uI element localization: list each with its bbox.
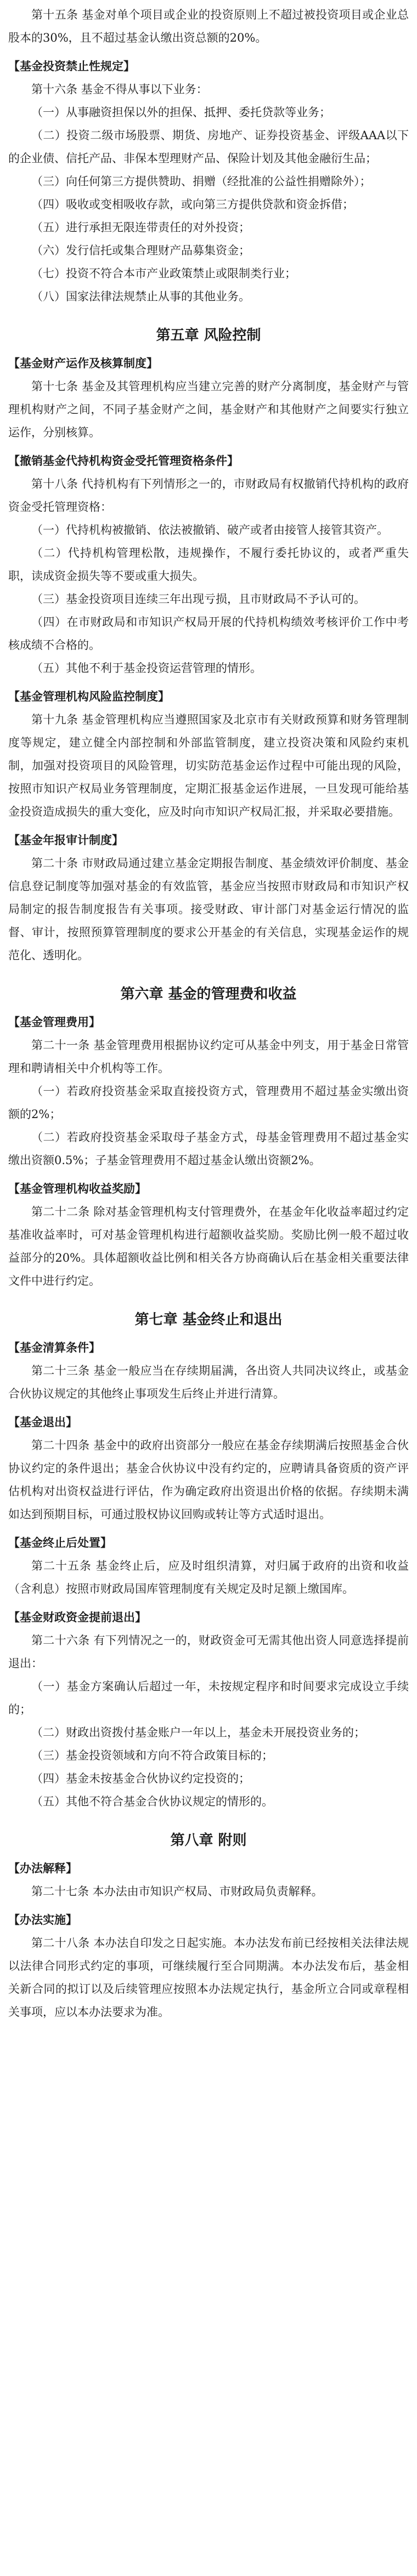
paragraph: （二）若政府投资基金采取母子基金方式，母基金管理费用不超过基金实缴出资额0.5%；子基金管理费用不超过基金认缴出资额2%。	[8, 1131, 409, 1167]
section-heading: 【基金清算条件】	[8, 1341, 100, 1354]
paragraph: 第十六条 基金不得从事以下业务：	[31, 83, 208, 96]
paragraph: 第二十六条 有下列情况之一的，财政资金可无需其他出资人同意选择提前退出：	[8, 1634, 409, 1670]
section-heading: 【基金投资禁止性规定】	[8, 60, 135, 73]
section-heading: 【基金财政资金提前退出】	[8, 1611, 146, 1624]
section-heading: 【办法解释】	[8, 1862, 77, 1875]
paragraph: 第二十三条 基金一般应当在存续期届满，各出资人共同决议终止，或基金合伙协议规定的其他终止事项发生后终止并进行清算。	[8, 1364, 409, 1400]
paragraph: 第十九条 基金管理机构应当遵照国家及北京市有关财政预算和财务管理制度等规定，建立健全内部控制和外部监管制度，建立投资决策和风险约束机制，加强对投资项目的风险管理，切实防范基金运作过程中可能出现的风险，按照市知识产权局业务管理制度，定期汇报基金运作进展，一旦发现可能给基金投资造成损失的重大变化，应及时向市知识产权局汇报，并采取必要措施。	[8, 713, 409, 818]
paragraph: 第二十条 市财政局通过建立基金定期报告制度、基金绩效评价制度、基金信息登记制度等加强对基金的有效监管，基金应当按照市财政局和市知识产权局制定的报告制度报告有关事项。接受财政、审计部门对基金运行情况的监督、审计，按照预算管理制度的要求公开基金的有关信息，实现基金运作的规范化、透明化。	[8, 857, 409, 962]
paragraph: （一）基金方案确认后超过一年，未按规定程序和时间要求完成设立手续的；	[8, 1680, 409, 1716]
paragraph: （一）代持机构被撤销、依法被撤销、破产或者由接管人接管其资产。	[31, 523, 388, 537]
paragraph: （一）从事融资担保以外的担保、抵押、委托贷款等业务；	[31, 106, 331, 119]
section-heading: 【基金管理机构收益奖励】	[8, 1182, 146, 1195]
paragraph: 第二十八条 本办法自印发之日起实施。本办法发布前已经按相关法律法规以法律合同形式约定的事项，可继续履行至合同期满。本办法发布后，基金相关新合同的拟订以及后续管理应按照本办法规定执行，基金所立合同或章程相关事项，应以本办法要求为准。	[8, 1936, 409, 2019]
section-heading: 【基金终止后处置】	[8, 1536, 112, 1549]
paragraph: （二）投资二级市场股票、期货、房地产、证券投资基金、评级AAA以下的企业债、信托产品、非保本型理财产品、保险计划及其他金融衍生品；	[8, 129, 409, 165]
paragraph: （三）基金投资项目连续三年出现亏损，且市财政局不予认可的。	[31, 592, 365, 606]
section-heading: 【撤销基金代持机构资金受托管理资格条件】	[8, 454, 239, 468]
paragraph: （四）基金未按基金合伙协议约定投资的；	[31, 1772, 250, 1785]
section-heading: 【基金年报审计制度】	[8, 834, 123, 847]
section-heading: 【基金退出】	[8, 1416, 77, 1429]
chapter-heading: 第七章 基金终止和退出	[134, 1312, 283, 1328]
section-heading: 【基金管理费用】	[8, 1016, 100, 1029]
paragraph: （三）基金投资领域和方向不符合政策目标的；	[31, 1749, 273, 1762]
section-heading: 【基金管理机构风险监控制度】	[8, 690, 170, 703]
section-heading: 【办法实施】	[8, 1913, 77, 1927]
paragraph: 第二十一条 基金管理费用根据协议约定可从基金中列支，用于基金日常管理和聘请相关中介机构等工作。	[8, 1039, 409, 1075]
paragraph: （五）其他不符合基金合伙协议规定的情形的。	[31, 1795, 273, 1808]
paragraph: 第二十五条 基金终止后，应及时组织清算，对归属于政府的出资和收益（含利息）按照市财政局国库管理制度有关规定及时足额上缴国库。	[8, 1559, 409, 1595]
paragraph: （四）吸收或变相吸收存款，或向第三方提供贷款和资金拆借；	[31, 198, 354, 211]
paragraph: 第二十七条 本办法由市知识产权局、市财政局负责解释。	[31, 1885, 323, 1898]
paragraph: （六）发行信托或集合理财产品募集资金；	[31, 244, 250, 257]
paragraph: （二）代持机构管理松散，违规操作，不履行委托协议的，或者严重失职，读成资金损失等不要或重大损失。	[8, 546, 409, 583]
section-heading: 【基金财产运作及核算制度】	[8, 357, 158, 370]
chapter-heading: 第六章 基金的管理费和收益	[120, 986, 297, 1002]
paragraph: 第十七条 基金及其管理机构应当建立完善的财产分离制度，基金财产与管理机构财产之间，不同子基金财产之间，基金财产和其他财产之间要实行独立运作，分别核算。	[8, 380, 409, 439]
paragraph: 第十五条 基金对单个项目或企业的投资原则上不超过被投资项目或企业总股本的30%，且不超过基金认缴出资总额的20%。	[8, 8, 409, 44]
chapter-heading: 第八章 附则	[170, 1832, 247, 1849]
paragraph: （二）财政出资拨付基金账户一年以上，基金未开展投资业务的；	[31, 1726, 365, 1739]
paragraph: 第二十二条 除对基金管理机构支付管理费外，在基金年化收益率超过约定基准收益率时，可对基金管理机构进行超额收益奖励。奖励比例一般不超过收益部分的20%。具体超额收益比例和相关各方协商确认后在基金相关重要法律文件中进行约定。	[8, 1205, 409, 1287]
paragraph: 第二十四条 基金中的政府出资部分一般应在基金存续期满后按照基金合伙协议约定的条件退出；基金合伙协议中没有约定的，应聘请具备资质的资产评估机构对出资权益进行评估，作为确定政府出资退出价格的依据。存续期未满如达到预期目标，可通过股权协议回购或转让等方式适时退出。	[8, 1439, 409, 1521]
paragraph: 第十八条 代持机构有下列情形之一的，市财政局有权撤销代持机构的政府资金受托管理资格：	[8, 477, 409, 514]
paragraph: （四）在市财政局和市知识产权局开展的代持机构绩效考核评价工作中考核成绩不合格的。	[8, 615, 409, 652]
chapter-heading: 第五章 风险控制	[156, 327, 261, 344]
paragraph: （五）进行承担无限连带责任的对外投资；	[31, 221, 250, 234]
paragraph: （七）投资不符合本市产业政策禁止或限制类行业；	[31, 267, 296, 280]
document	[8, 0, 409, 2031]
paragraph: （八）国家法律法规禁止从事的其他业务。	[31, 290, 250, 303]
paragraph: （五）其他不利于基金投资运营管理的情形。	[31, 662, 262, 675]
paragraph: （一）若政府投资基金采取直接投资方式，管理费用不超过基金实缴出资额的2%；	[8, 1085, 409, 1121]
paragraph: （三）向任何第三方提供赞助、捐赠（经批准的公益性捐赠除外）；	[31, 175, 371, 188]
